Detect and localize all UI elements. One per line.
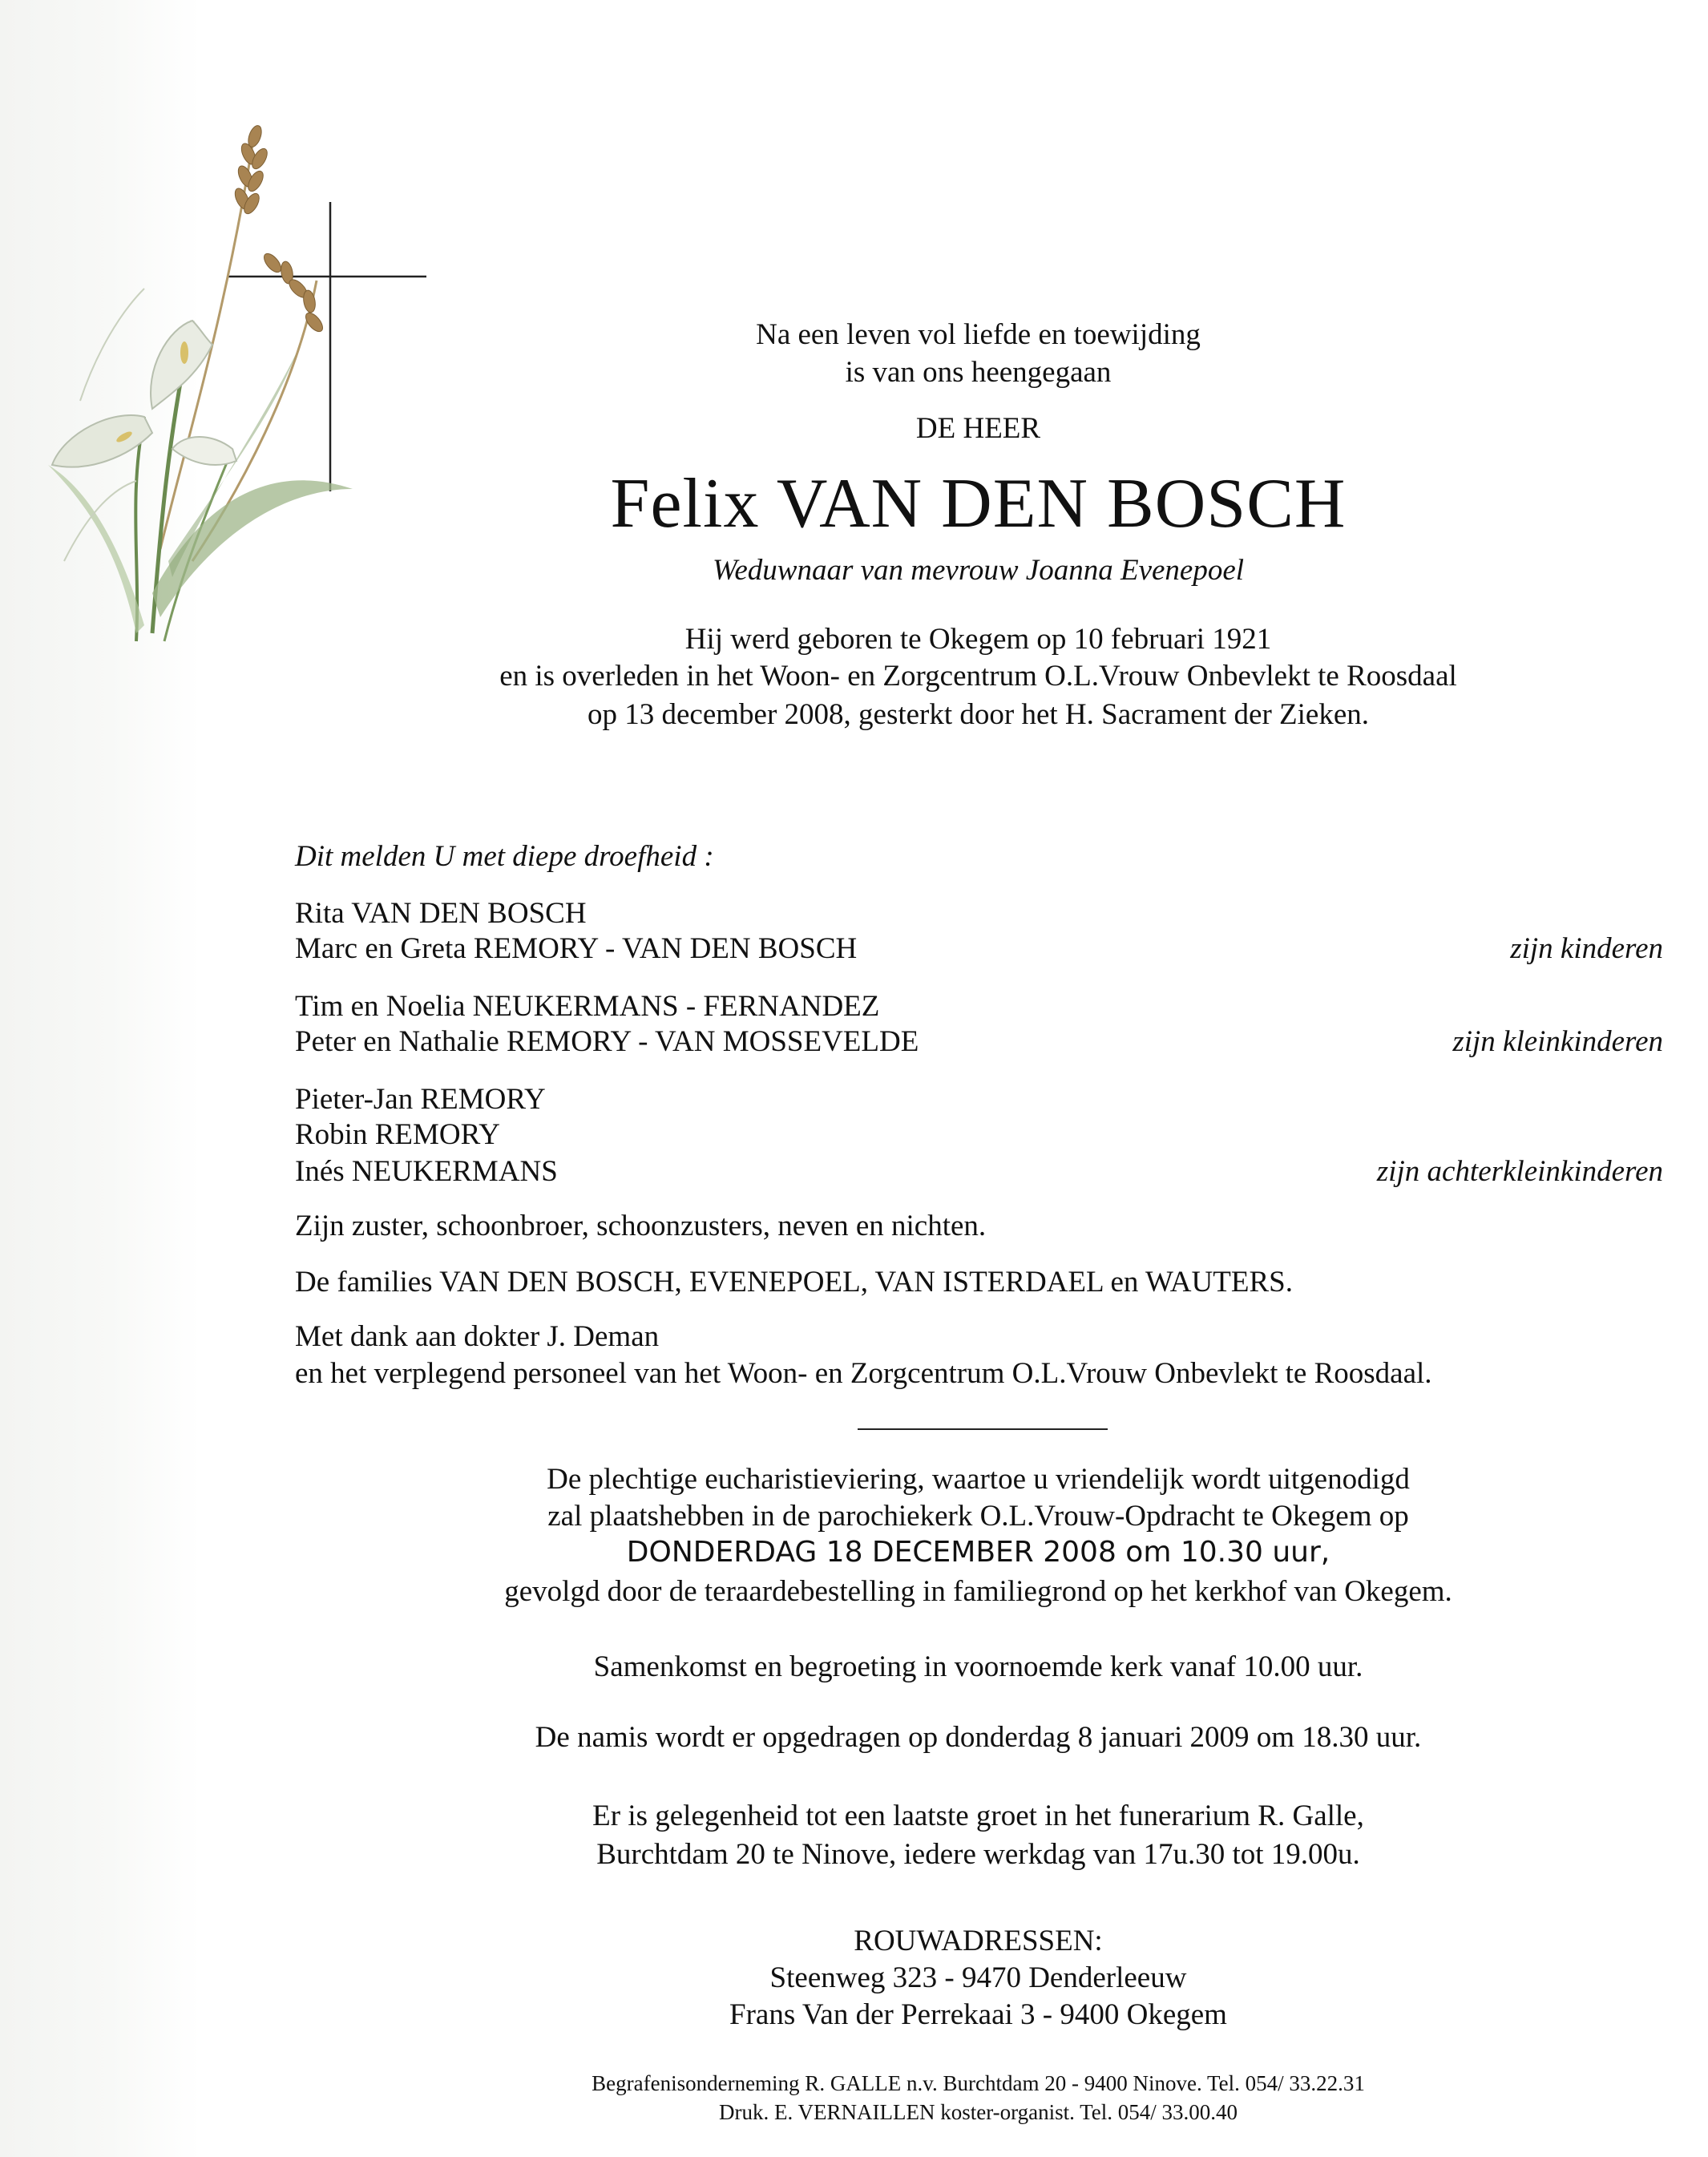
mass-line: De namis wordt er opgedragen op donderdag 8 januari 2009 om 18.30 uur. — [535, 1721, 1422, 1754]
child-2: Marc en Greta REMORY - VAN DEN BOSCH — [295, 932, 858, 965]
siblings-line: Zijn zuster, schoonbroer, schoonzusters, neven en nichten. — [295, 1210, 987, 1242]
bio-line-1: Hij werd geboren te Okegem op 10 februari 1921 — [684, 623, 1272, 656]
footer-line-2: Druk. E. VERNAILLEN koster-organist. Tel. 054/ 33.00.40 — [719, 2100, 1238, 2124]
service-line-4: gevolgd door de teraardebestelling in familiegrond op het kerkhof van Okegem. — [504, 1575, 1452, 1608]
great-grandchild-3: Inés NEUKERMANS — [295, 1155, 558, 1188]
address-1: Steenweg 323 - 9470 Denderleeuw — [769, 1961, 1187, 1994]
children-label: zijn kinderen — [1510, 932, 1663, 965]
address-2: Frans Van der Perrekaai 3 - 9400 Okegem — [729, 1998, 1227, 2031]
gathering-line: Samenkomst en begroeting in voornoemde kerk vanaf 10.00 uur. — [593, 1650, 1363, 1683]
thanks-line-2: en het verplegend personeel van het Woon- en Zorgcentrum O.L.Vrouw Onbevlekt te Roosdaal. — [295, 1357, 1432, 1390]
service-line-1: De plechtige eucharistieviering, waartoe u vriendelijk wordt uitgenodigd — [547, 1463, 1410, 1496]
bio-line-3: op 13 december 2008, gesterkt door het H. Sacrament der Zieken. — [587, 698, 1370, 731]
bio-line-2: en is overleden in het Woon- en Zorgcentrum O.L.Vrouw Onbevlekt te Roosdaal — [499, 660, 1457, 693]
deceased-name: Felix VAN DEN BOSCH — [610, 465, 1347, 543]
footer-line-1: Begrafenisonderneming R. GALLE n.v. Burchtdam 20 - 9400 Ninove. Tel. 054/ 33.22.31 — [592, 2071, 1365, 2095]
announcement: Dit melden U met diepe droefheid : — [295, 840, 714, 873]
grandchildren-label: zijn kleinkinderen — [1452, 1025, 1663, 1058]
service-date-line: DONDERDAG 18 DECEMBER 2008 om 10.30 uur, — [626, 1536, 1330, 1569]
section-divider — [858, 1428, 1108, 1430]
families-line: De families VAN DEN BOSCH, EVENEPOEL, VAN ISTERDAEL en WAUTERS. — [295, 1266, 1293, 1299]
intro-line-2: is van ons heengegaan — [845, 356, 1112, 389]
great-grandchildren-label: zijn achterkleinkinderen — [1376, 1155, 1663, 1188]
visit-line-1: Er is gelegenheid tot een laatste groet in het funerarium R. Galle, — [592, 1800, 1364, 1832]
visit-line-2: Burchtdam 20 te Ninove, iedere werkdag van 17u.30 tot 19.00u. — [596, 1838, 1360, 1871]
service-line-2: zal plaatshebben in de parochiekerk O.L.Vrouw-Opdracht te Okegem op — [547, 1500, 1409, 1533]
thanks-line-1: Met dank aan dokter J. Deman — [295, 1320, 660, 1353]
grandchild-1: Tim en Noelia NEUKERMANS - FERNANDEZ — [295, 990, 880, 1023]
addresses-heading: ROUWADRESSEN: — [854, 1925, 1103, 1957]
honorific: DE HEER — [915, 412, 1041, 445]
intro-line-1: Na een leven vol liefde en toewijding — [756, 318, 1201, 351]
great-grandchild-1: Pieter-Jan REMORY — [295, 1083, 546, 1116]
grandchild-2: Peter en Nathalie REMORY - VAN MOSSEVELDE — [295, 1025, 919, 1058]
spouse-note: Weduwnaar van mevrouw Joanna Evenepoel — [712, 554, 1245, 587]
great-grandchild-2: Robin REMORY — [295, 1118, 500, 1151]
child-1: Rita VAN DEN BOSCH — [295, 897, 587, 930]
